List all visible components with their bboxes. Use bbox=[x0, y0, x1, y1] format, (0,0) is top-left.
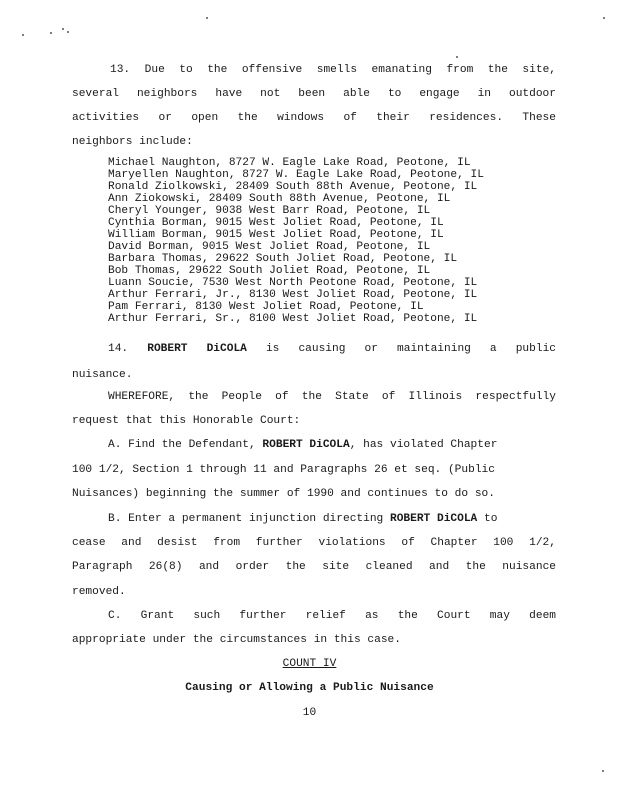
item-a-line-2: 100 1/2, Section 1 through 11 and Paragraphs 26 et seq. (Public bbox=[72, 464, 495, 476]
item-b-prefix: B. Enter a permanent injunction directing bbox=[108, 513, 384, 525]
paragraph-14-number: 14. bbox=[108, 343, 129, 355]
list-item: Bob Thomas, 29622 South Joliet Road, Peotone, IL bbox=[108, 265, 431, 277]
item-b-line-1 bbox=[108, 512, 556, 526]
list-item: Ronald Ziolkowski, 28409 South 88th Avenue, Peotone, IL bbox=[108, 181, 478, 193]
item-a-prefix: A. Find the Defendant, bbox=[108, 439, 256, 451]
list-item: Maryellen Naughton, 8727 W. Eagle Lake Road, Peotone, IL bbox=[108, 169, 484, 181]
item-c-line-1: C. Grant such further relief as the Court may deem bbox=[108, 610, 556, 622]
paragraph-13-line-3: activities or open the windows of their residences. These bbox=[72, 112, 556, 124]
paragraph-14-line-2: nuisance. bbox=[72, 369, 133, 381]
paragraph-14-text: is causing or maintaining a public bbox=[265, 343, 557, 355]
scan-speck bbox=[206, 17, 208, 19]
list-item: William Borman, 9015 West Joliet Road, Peotone, IL bbox=[108, 229, 444, 241]
scan-speck bbox=[22, 34, 24, 36]
scan-speck bbox=[50, 32, 52, 34]
item-b-line-4: removed. bbox=[72, 586, 126, 598]
paragraph-13-line-4: neighbors include: bbox=[72, 136, 193, 148]
paragraph-13-line-2: several neighbors have not been able to engage in outdoor bbox=[72, 88, 556, 100]
list-item: Cynthia Borman, 9015 West Joliet Road, Peotone, IL bbox=[108, 217, 444, 229]
item-b-line-2: cease and desist from further violations of Chapter 100 1/2, bbox=[72, 537, 556, 549]
item-a-suffix: , has violated Chapter bbox=[349, 439, 498, 451]
list-item: Cheryl Younger, 9038 West Barr Road, Peotone, IL bbox=[108, 205, 431, 217]
count-subheading: Causing or Allowing a Public Nuisance bbox=[185, 682, 434, 694]
neighbor-list bbox=[108, 157, 484, 325]
wherefore-line-1: WHEREFORE, the People of the State of Illinois respectfully bbox=[108, 391, 556, 403]
page-number: 10 bbox=[302, 707, 317, 719]
item-b-line-3: Paragraph 26(8) and order the site cleaned and the nuisance bbox=[72, 561, 556, 573]
scan-speck bbox=[456, 56, 458, 58]
item-a-line-3: Nuisances) beginning the summer of 1990 and continues to do so. bbox=[72, 488, 495, 500]
list-item: Arthur Ferrari, Sr., 8100 West Joliet Road, Peotone, IL bbox=[108, 313, 478, 325]
paragraph-14-line-1 bbox=[108, 342, 556, 356]
list-item: Ann Ziokowski, 28409 South 88th Avenue, Peotone, IL bbox=[108, 193, 451, 205]
list-item: Arthur Ferrari, Jr., 8130 West Joliet Road, Peotone, IL bbox=[108, 289, 478, 301]
paragraph-13-line-1: 13. Due to the offensive smells emanating from the site, bbox=[110, 64, 556, 76]
scan-speck bbox=[67, 31, 69, 33]
list-item: Pam Ferrari, 8130 West Joliet Road, Peotone, IL bbox=[108, 301, 424, 313]
item-a-line-1 bbox=[108, 438, 556, 452]
list-item: Michael Naughton, 8727 W. Eagle Lake Road, Peotone, IL bbox=[108, 157, 471, 169]
scan-speck bbox=[603, 17, 605, 19]
scan-speck bbox=[602, 770, 604, 772]
defendant-name: ROBERT DiCOLA bbox=[147, 343, 247, 355]
scan-speck bbox=[62, 28, 64, 30]
list-item: David Borman, 9015 West Joliet Road, Peotone, IL bbox=[108, 241, 431, 253]
item-c-line-2: appropriate under the circumstances in this case. bbox=[72, 634, 401, 646]
defendant-name: ROBERT DiCOLA bbox=[389, 513, 478, 525]
list-item: Luann Soucie, 7530 West North Peotone Road, Peotone, IL bbox=[108, 277, 478, 289]
item-b-suffix: to bbox=[483, 513, 498, 525]
defendant-name: ROBERT DiCOLA bbox=[262, 439, 350, 451]
count-heading: COUNT IV bbox=[282, 658, 337, 670]
wherefore-line-2: request that this Honorable Court: bbox=[72, 415, 301, 427]
list-item: Barbara Thomas, 29622 South Joliet Road, Peotone, IL bbox=[108, 253, 458, 265]
